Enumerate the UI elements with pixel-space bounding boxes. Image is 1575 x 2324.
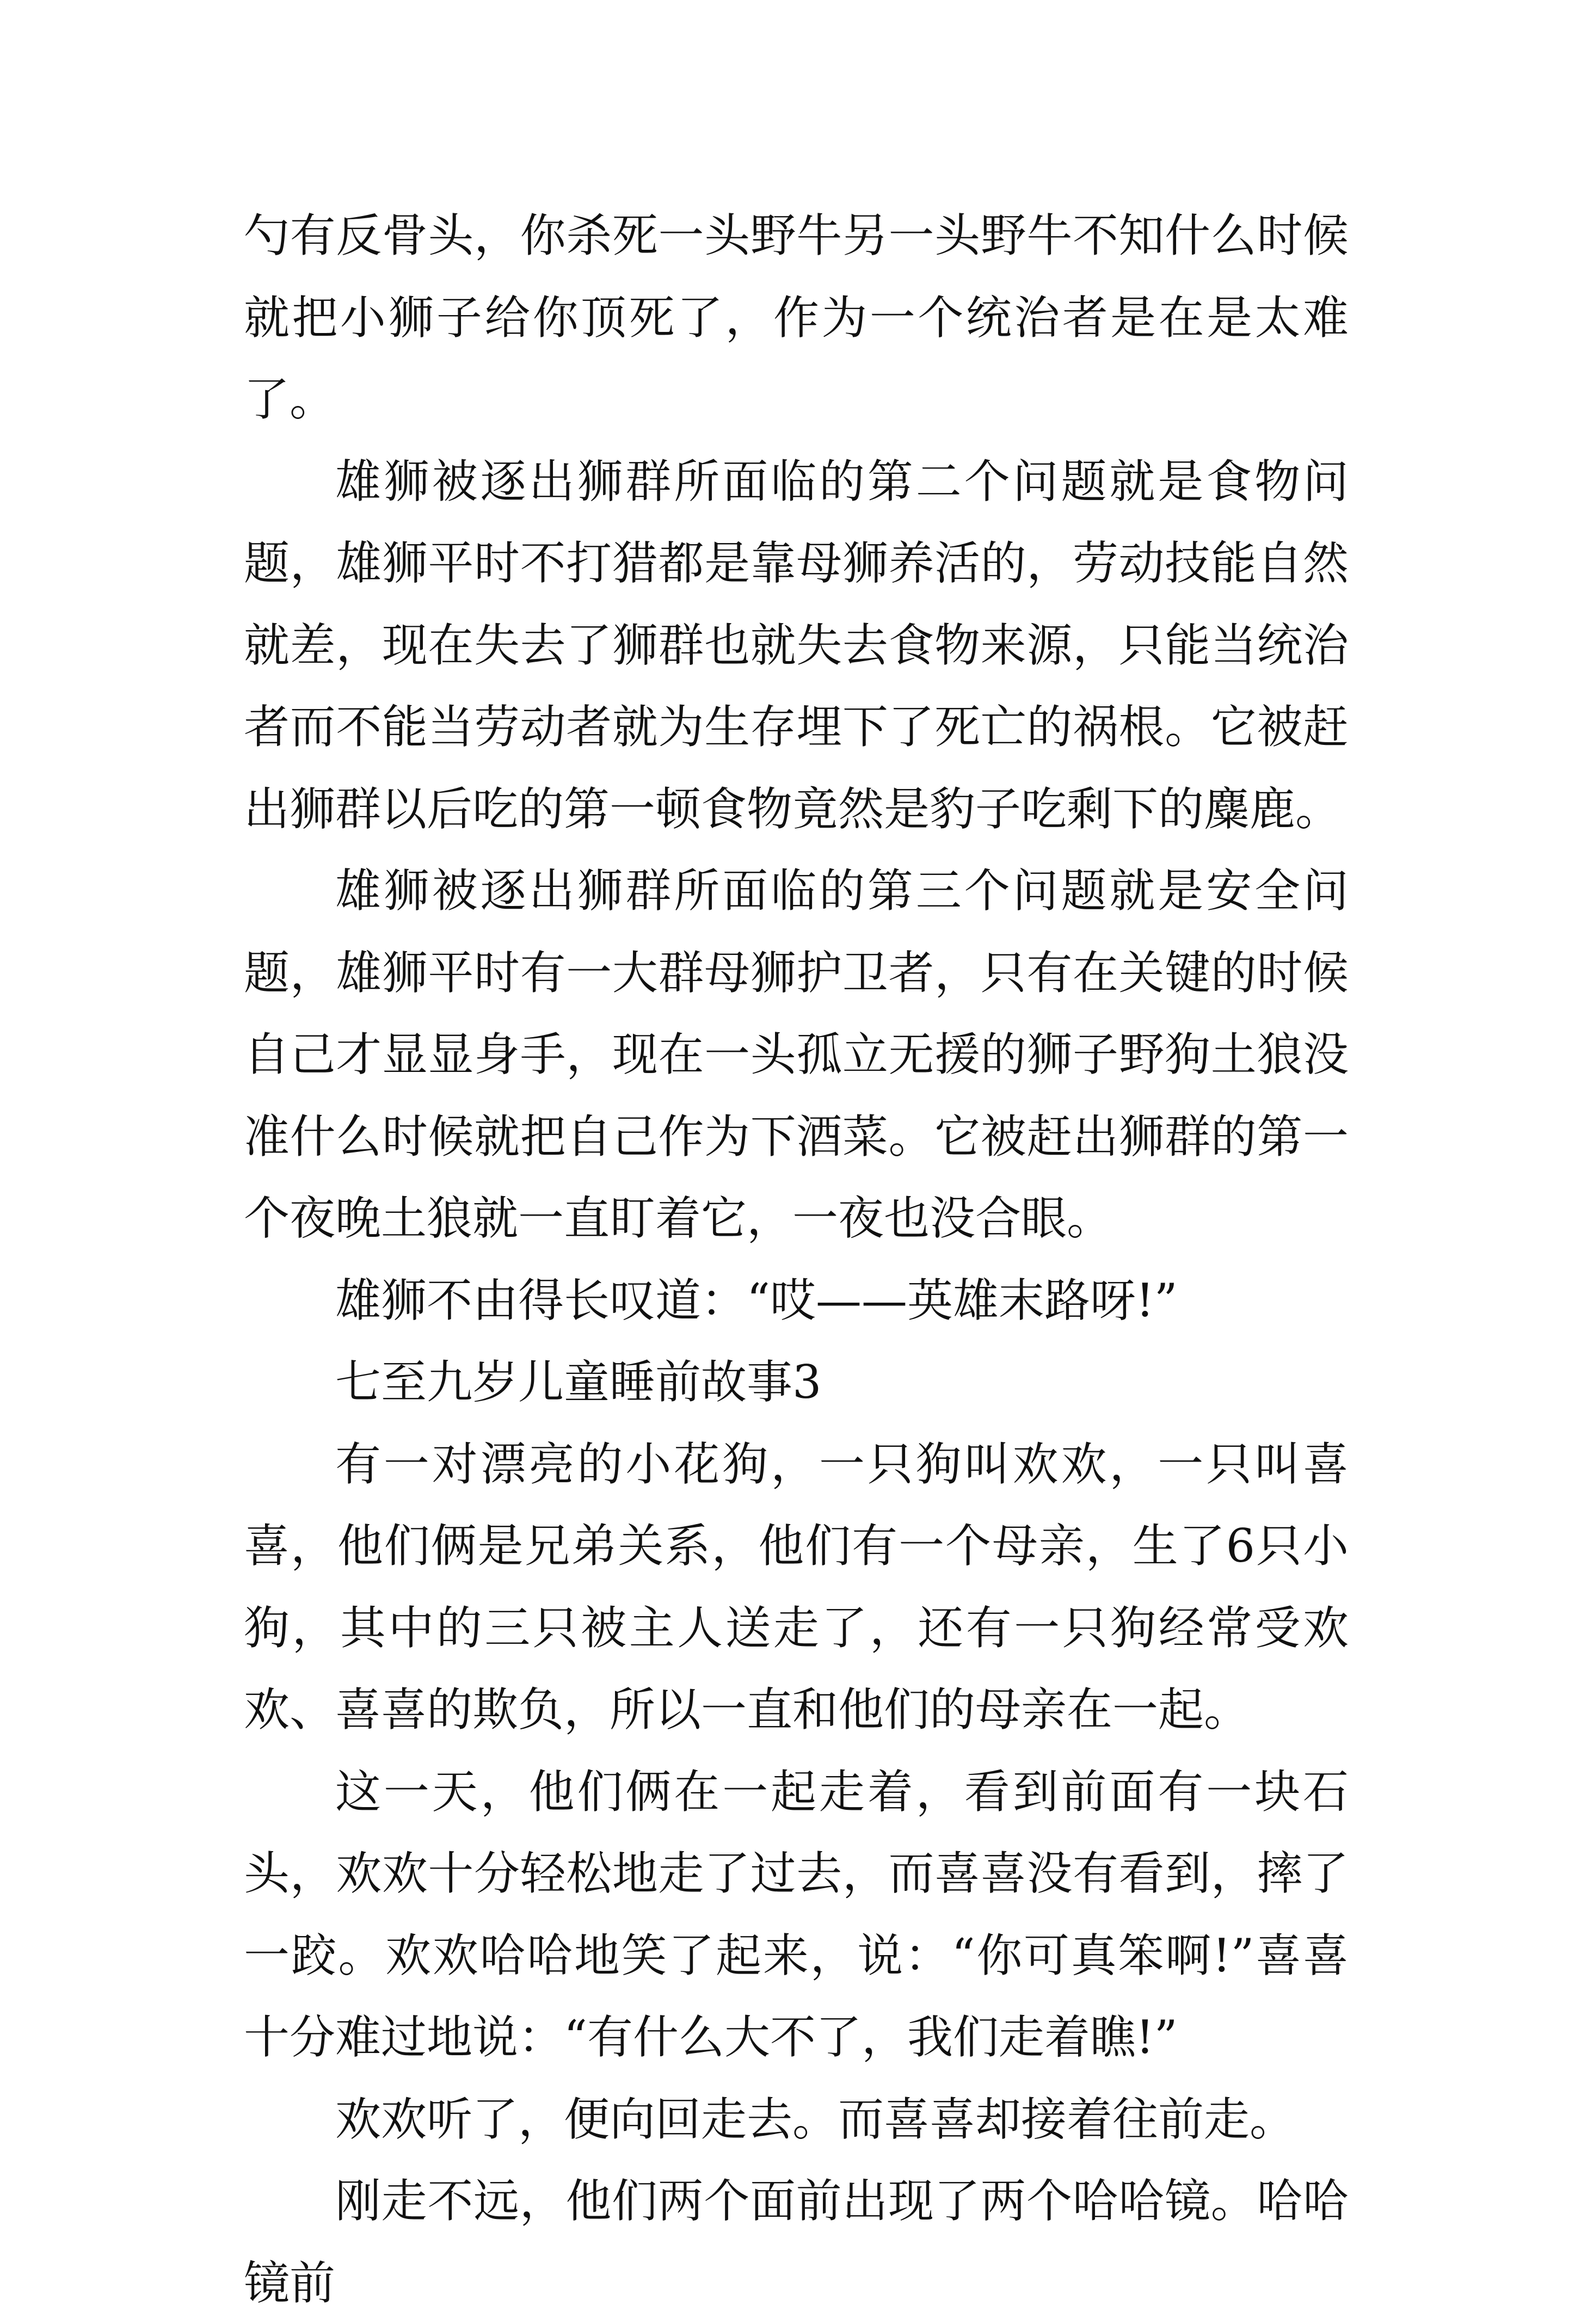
paragraph: 欢欢听了，便向回走去。而喜喜却接着往前走。 <box>335 2092 1296 2146</box>
paragraph: 勺有反骨头，你杀死一头野牛另一头野牛不知什么时候就把小狮子给你顶死了，作为一个统治者是在是太难了。 <box>244 209 1349 426</box>
body-text <box>244 195 1349 2324</box>
paragraph: 这一天，他们俩在一起走着，看到前面有一块石头，欢欢十分轻松地走了过去，而喜喜没有看到，摔了一跤。欢欢哈哈地笑了起来，说：“你可真笨啊!”喜喜十分难过地说：“有什么大不了，我们走着瞧!” <box>244 1765 1349 2064</box>
paragraph: 雄狮被逐出狮群所面临的第二个问题就是食物问题，雄狮平时不打猎都是靠母狮养活的，劳动技能自然就差，现在失去了狮群也就失去食物来源，只能当统治者而不能当劳动者就为生存埋下了死亡的祸根。它被赶出狮群以后吃的第一顿食物竟然是豹子吃剩下的麋鹿。 <box>244 454 1349 836</box>
paragraph: 刚走不远，他们两个面前出现了两个哈哈镜。哈哈镜前 <box>244 2174 1349 2310</box>
paragraph: 有一对漂亮的小花狗，一只狗叫欢欢，一只叫喜喜，他们俩是兄弟关系，他们有一个母亲，生了6只小狗，其中的三只被主人送走了，还有一只狗经常受欢欢、喜喜的欺负，所以一直和他们的母亲在一起。 <box>244 1437 1349 1736</box>
paragraph: 雄狮不由得长叹道：“哎——英雄末路呀!” <box>335 1273 1178 1327</box>
paragraph: 雄狮被逐出狮群所面临的第三个问题就是安全问题，雄狮平时有一大群母狮护卫者，只有在关键的时候自己才显显身手，现在一头孤立无援的狮子野狗土狼没准什么时候就把自己作为下酒菜。它被赶出狮群的第一个夜晚土狼就一直盯着它，一夜也没合眼。 <box>244 864 1349 1245</box>
section-heading: 七至九岁儿童睡前故事3 <box>335 1355 822 1409</box>
